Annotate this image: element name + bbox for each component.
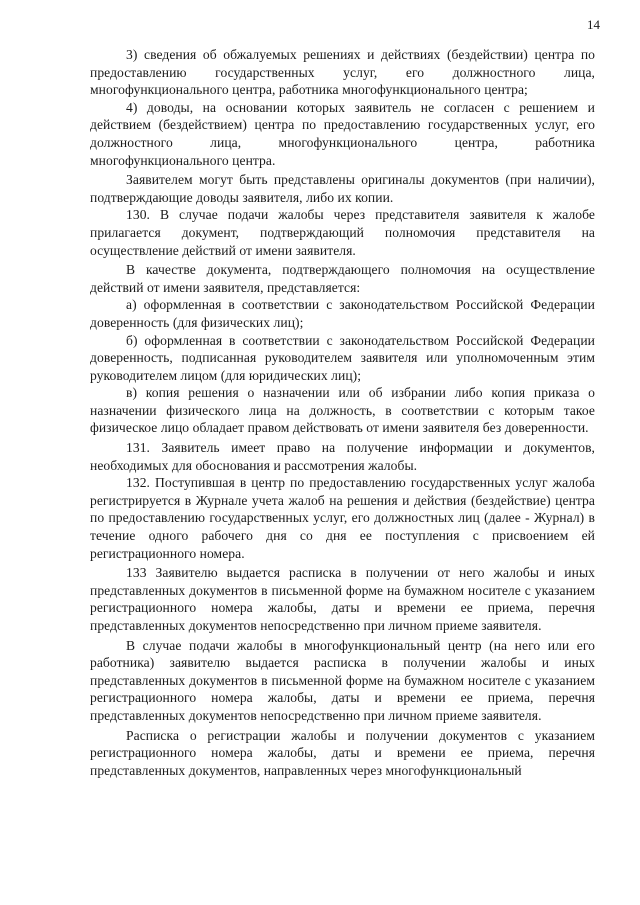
paragraph-item-a: а) оформленная в соответствии с законодательством Российской Федерации доверенность (для физических лиц);	[90, 297, 595, 330]
paragraph-item-3: 3) сведения об обжалуемых решениях и действиях (бездействии) центра по предоставлению государственных услуг, его должностного лица, многофункционального центра, работника многофункционального центра;	[90, 47, 595, 98]
document-body	[90, 46, 595, 779]
paragraph-131: 131. Заявитель имеет право на получение информации и документов, необходимых для обоснования и рассмотрения жалобы.	[90, 440, 595, 473]
paragraph-132: 132. Поступившая в центр по предоставлению государственных услуг жалоба регистрируется в Журнале учета жалоб на решения и действия (бездействие) центра по предоставлению государственных услуг, его должностных лиц (далее - Журнал) в течение одного рабочего дня со дня ее поступления с присвоением ей регистрационного номера.	[90, 475, 595, 561]
paragraph-item-4: 4) доводы, на основании которых заявитель не согласен с решением и действием (бездействием) центра по предоставлению государственных услуг, его должностного лица, многофункционального центра, работника многофункционального центра.	[90, 99, 595, 168]
paragraph-evidence: Заявителем могут быть представлены оригиналы документов (при наличии), подтверждающие доводы заявителя, либо их копии.	[90, 172, 595, 205]
paragraph-130: 130. В случае подачи жалобы через представителя заявителя к жалобе прилагается документ, подтверждающий полномочия представителя на осуществление действий от имени заявителя.	[90, 207, 595, 258]
paragraph-133: 133 Заявителю выдается расписка в получении от него жалобы и иных представленных документов в письменной форме на бумажном носителе с указанием регистрационного номера жалобы, даты и времени ее приема, перечня представленных документов непосредственно при личном приеме заявителя.	[90, 565, 595, 633]
paragraph-item-v: в) копия решения о назначении или об избрании либо копия приказа о назначении физического лица на должность, в соответствии с которым такое физическое лицо обладает правом действовать от имени заявителя без доверенности.	[90, 385, 595, 436]
paragraph-mfc-receipt: В случае подачи жалобы в многофункциональный центр (на него или его работника) заявителю выдается расписка в получении жалобы и иных представленных документов в письменной форме на бумажном носителе с указанием регистрационного номера жалобы, даты и времени ее приема, перечня представленных документов непосредственно при личном приеме заявителя.	[90, 637, 595, 723]
paragraph-item-b: б) оформленная в соответствии с законодательством Российской Федерации доверенность, подписанная руководителем заявителя или уполномоченным этим руководителем лицом (для юридических лиц);	[90, 332, 595, 383]
paragraph-representative-docs: В качестве документа, подтверждающего полномочия на осуществление действий от имени заявителя, представляется:	[90, 262, 595, 295]
page-number: 14	[587, 17, 600, 32]
paragraph-registration-receipt: Расписка о регистрации жалобы и получении документов с указанием регистрационного номера жалобы, даты и времени ее приема, перечня представленных документов, направленных через многофункциональный	[90, 727, 595, 778]
